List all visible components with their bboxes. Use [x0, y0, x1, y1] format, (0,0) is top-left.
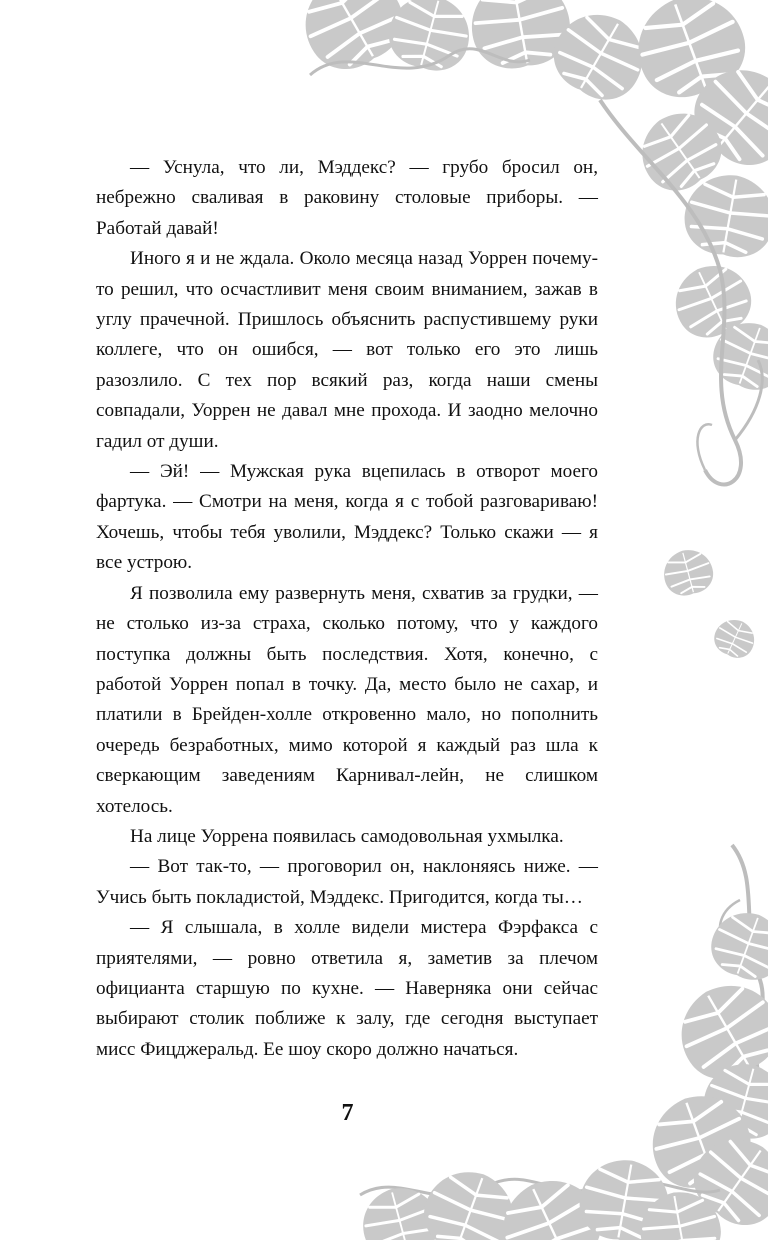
paragraph-4: Я позволила ему развернуть меня, схватив за грудки, — не столько из-за страха, сколько потому, что у каждого поступка должны быть последствия. Хотя, конечно, с работой Уоррен попал в точку. Да, место было не сахар, и платили в Брейден-холле откровенно мало, но пополнить очередь безработных, мимо которой я каждый раз шла к сверкающим заведениям Карнивал-лейн, не слишком хотелось. — [96, 582, 598, 817]
paragraph-1: — Уснула, что ли, Мэддекс? — грубо бросил он, небрежно сваливая в раковину столовые приборы. — Работай давай! — [96, 157, 598, 239]
page-number: 7 — [341, 1100, 354, 1126]
decor-bottom-cluster — [355, 1153, 726, 1240]
paragraph-6: — Вот так-то, — проговорил он, наклоняясь ниже. — Учись быть покладистой, Мэддекс. Пригодится, когда ты… — [96, 856, 598, 908]
paragraph-7: — Я слышала, в холле видели мистера Фэрфакса с приятелями, — ровно ответила я, заметив за плечом официанта старшую по кухне. — Наверняка они сейчас выбирают столик поближе к залу, где сегодня выступает мисс Фицджеральд. Ее шоу скоро должно начаться. — [96, 917, 598, 1060]
paragraph-5: На лице Уоррена появилась самодовольная ухмылка. — [130, 825, 564, 847]
paragraph-3: — Эй! — Мужская рука вцепилась в отворот моего фартука. — Смотри на меня, когда я с тобой разговариваю! Хочешь, чтобы тебя уволили, Мэддекс? Только скажи — я все устрою. — [96, 461, 598, 574]
decor-middle-leaves — [659, 544, 761, 663]
decor-bottom-right-cluster — [639, 845, 768, 1239]
paragraph-2: Иного я и не ждала. Около месяца назад Уоррен почему-то решил, что осчастливит меня своим вниманием, зажав в углу прачечной. Пришлось объяснить распустившему руки коллеге, что он ошибся, — вот только его это лишь разозлило. С тех пор всякий раз, когда наши смены совпадали, Уоррен не давал мне прохода. И заодно мелочно гадил от души. — [96, 248, 598, 452]
body-text — [96, 153, 598, 1065]
